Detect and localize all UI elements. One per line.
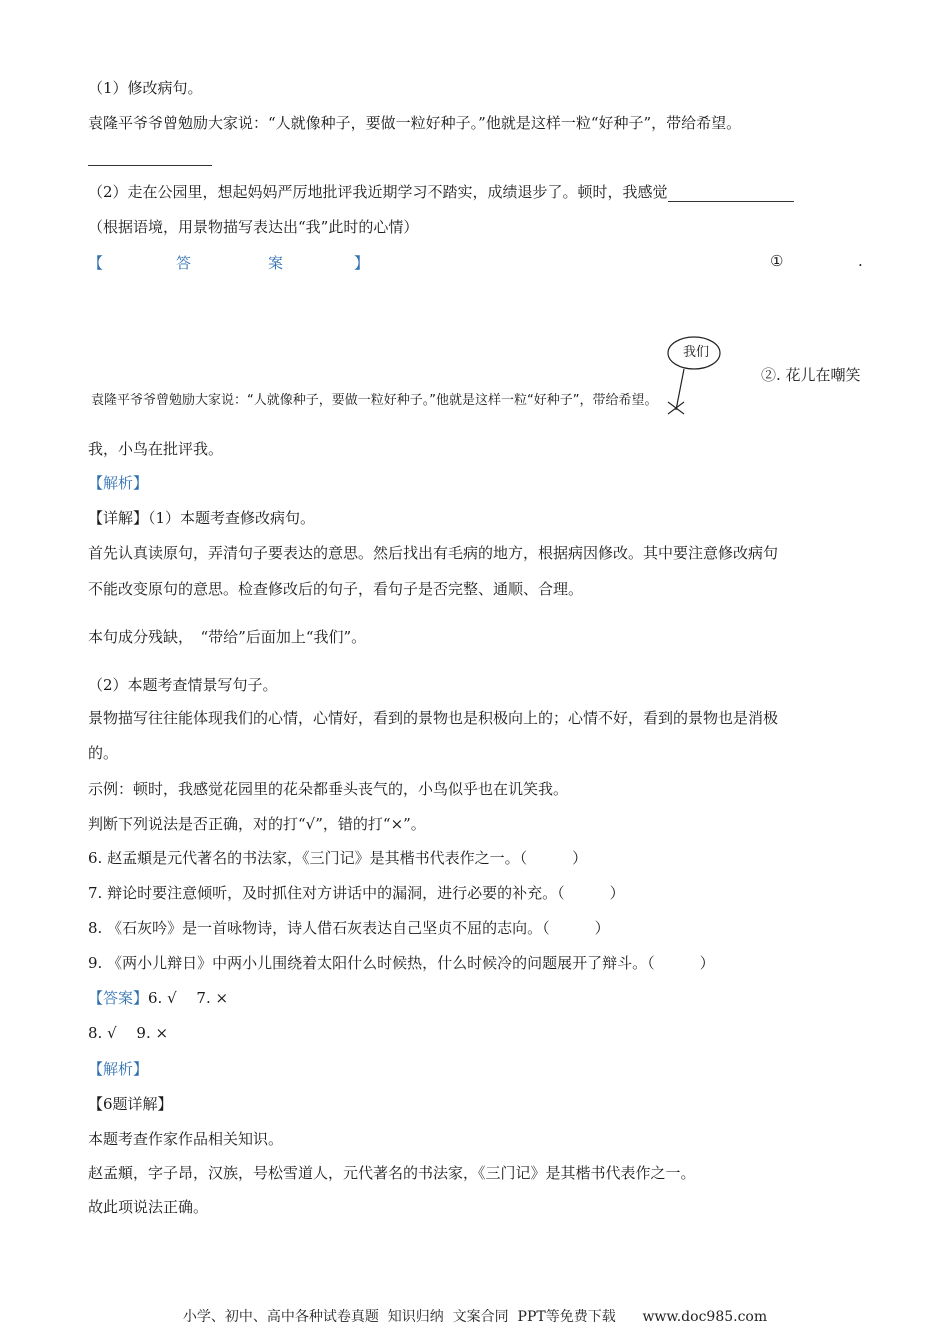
detail-intro: （1）本题考查修改病句。 — [148, 509, 316, 527]
answers-row-2: 8. √ 9. × — [88, 1024, 169, 1042]
detail-line-5: 景物描写往往能体现我们的心情，心情好，看到的景物也是积极向上的；心情不好，看到的景物也是消极 — [88, 709, 779, 727]
q2-text — [88, 182, 794, 202]
detail-line-7: 示例：顿时，我感觉花园里的花朵都垂头丧气的，小鸟似乎也在讥笑我。 — [88, 780, 569, 798]
q6-line-2: 赵孟頫，字子昂，汉族，号松雪道人，元代著名的书法家，《三门记》是其楷书代表作之一。 — [88, 1164, 696, 1182]
detail-heading — [88, 508, 315, 528]
answers-label: 【答案】 — [88, 989, 149, 1007]
judge-item-9: 9. 《两小儿辩日》中两小儿围绕着太阳什么时候热，什么时候冷的问题展开了辩斗。（ ） — [88, 954, 715, 972]
answer-char-1: 答 — [176, 254, 192, 272]
answer-header — [88, 252, 866, 274]
judge-intro: 判断下列说法是否正确，对的打“√”，错的打“×”。 — [88, 815, 426, 833]
answer-marker: ① — [770, 252, 784, 270]
detail-line-2: 不能改变原句的意思。检查修改后的句子，看句子是否完整、通顺、合理。 — [88, 580, 584, 598]
detail-line-3: 本句成分残缺， “带给”后面加上“我们”。 — [88, 628, 367, 646]
q1-answer-blank — [88, 146, 212, 166]
page-footer: 小学、初中、高中各种试卷真题 知识归纳 文案合同 PPT等免费下载 www.doc985.com — [182, 1309, 768, 1325]
q1-sentence: 袁隆平爷爷曾勉励大家说：“人就像种子，要做一粒好种子。”他就是这样一粒“好种子”，带给希望。 — [88, 114, 742, 132]
detail-line-4: （2）本题考查情景写句子。 — [88, 676, 278, 694]
q2-text-content: （2）走在公园里，想起妈妈严厉地批评我近期学习不踏实，成绩退步了。顿时，我感觉 — [88, 183, 668, 201]
answer2-part1: ②. 花儿在嘲笑 — [761, 366, 861, 384]
q6-label: 【6题详解】 — [88, 1095, 173, 1113]
answers-row-1 — [88, 988, 228, 1008]
detail-label: 【详解】 — [88, 509, 149, 527]
detail-line-1: 首先认真读原句，弄清句子要表达的意思。然后找出有毛病的地方，根据病因修改。其中要注意修改病句 — [88, 544, 779, 562]
q2-blank — [668, 185, 794, 202]
answer-close-bracket: 】 — [354, 254, 370, 272]
judge-item-8: 8. 《石灰吟》是一首咏物诗，诗人借石灰表达自己坚贞不屈的志向。（ ） — [88, 919, 610, 937]
answer-open-bracket: 【 — [88, 254, 104, 272]
answer-dot: . — [858, 252, 863, 270]
answers-values-1: 6. √ 7. × — [148, 989, 229, 1007]
circle-text: 我们 — [683, 345, 710, 360]
q2-hint: （根据语境，用景物描写表达出“我”此时的心情） — [88, 218, 419, 236]
analysis-label: 【解析】 — [88, 474, 149, 492]
q1-title: （1）修改病句。 — [88, 79, 203, 97]
analysis-label-2: 【解析】 — [88, 1060, 149, 1078]
q6-line-1: 本题考查作家作品相关知识。 — [88, 1130, 284, 1148]
detail-line-6: 的。 — [88, 744, 119, 762]
q6-line-3: 故此项说法正确。 — [88, 1198, 209, 1216]
judge-item-6: 6. 赵孟頫是元代著名的书法家，《三门记》是其楷书代表作之一。（ ） — [88, 849, 588, 867]
answer-char-2: 案 — [268, 254, 284, 272]
image-sentence: 袁隆平爷爷曾勉励大家说：“人就像种子，要做一粒好种子。”他就是这样一粒“好种子”，带给希望。 — [91, 393, 658, 408]
answer2-part2: 我，小鸟在批评我。 — [88, 440, 224, 458]
judge-item-7: 7. 辩论时要注意倾听，及时抓住对方讲话中的漏洞，进行必要的补充。（ ） — [88, 884, 625, 902]
correction-image — [88, 334, 728, 418]
